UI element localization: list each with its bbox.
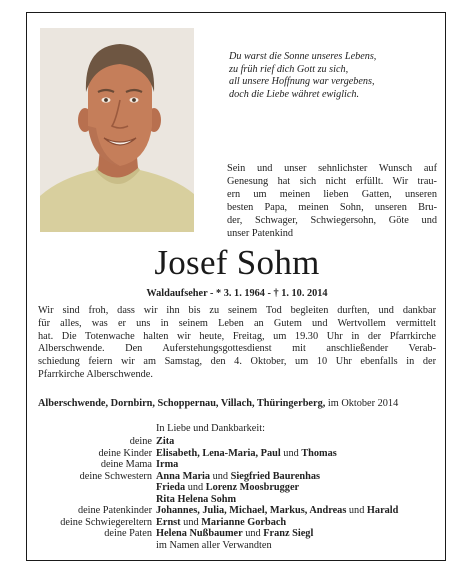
occupation-and-dates: Waldaufseher - * 3. 1. 1964 - † 1. 10. 2014 xyxy=(146,288,328,299)
mourner-names xyxy=(156,448,337,460)
mourner-row xyxy=(30,459,450,471)
mourner-row xyxy=(30,540,450,552)
wish-text xyxy=(227,163,437,240)
mourner-name: und xyxy=(242,528,264,540)
wish-line: der, Schwager, Schwiegersohn, Göte und xyxy=(227,214,437,226)
relation-label: deine Schwestern xyxy=(79,470,152,482)
mourner-row xyxy=(30,436,450,448)
mourner-name: Marianne Gorbach xyxy=(201,516,287,528)
main-line: schiedung feiern wir am Samstag, den 4. Oktober, um 10 Uhr ebenfalls in der xyxy=(38,356,436,368)
relation-label xyxy=(30,482,156,494)
mourner-names xyxy=(156,471,320,483)
mourner-name: und xyxy=(346,505,367,517)
relation-label: deine Kinder xyxy=(98,447,152,459)
relation-label: deine Mama xyxy=(100,459,152,471)
poem-line: doch die Liebe währet ewiglich. xyxy=(229,89,360,101)
relation-label: deine xyxy=(129,436,152,447)
relation-label: deine Patenkinder xyxy=(77,505,152,517)
places: Alberschwende, Dornbirn, Schoppernau, Villach, Thüringerberg, xyxy=(38,398,326,409)
mourner-name: und xyxy=(280,447,302,459)
mourner-row xyxy=(30,471,450,483)
mourner-names xyxy=(156,482,299,494)
mourner-name: Helena Nußbaumer xyxy=(156,528,243,540)
relation-label: deine Schwiegereltern xyxy=(60,516,152,528)
wish-line: ern um meinen lieben Gatten, unseren xyxy=(227,188,437,200)
mourner-name: Thomas xyxy=(301,447,337,459)
mourner-names xyxy=(156,459,178,471)
mourner-name: Rita Helena Sohm xyxy=(156,493,237,505)
mourner-name: Johannes, Julia, Michael, Markus, Andreas xyxy=(156,505,347,517)
mourner-row xyxy=(30,528,450,540)
main-line: Wir sind froh, dass wir ihn bis zu seinem Tod begleiten durften, und dankbar xyxy=(38,305,436,316)
mourner-row xyxy=(30,494,450,506)
mourner-names xyxy=(156,505,398,517)
portrait-photo xyxy=(40,28,194,232)
mourner-name: Ernst xyxy=(156,516,181,528)
main-line: für alles, was er uns in seinem Leben an Gutem und Wertvollem vermittelt xyxy=(38,317,436,329)
main-line: Pfarrkirche Alberschwende. xyxy=(38,368,153,380)
mourner-row xyxy=(30,505,450,517)
main-text xyxy=(38,305,436,382)
mourner-name: Frieda xyxy=(156,482,186,494)
relation-label: deine Paten xyxy=(104,528,152,540)
mourner-name: Anna Maria xyxy=(156,470,211,482)
poem xyxy=(229,51,429,102)
mourner-name: Zita xyxy=(156,436,175,447)
mourner-row xyxy=(30,517,450,529)
mourners-list xyxy=(30,436,450,551)
mourner-row xyxy=(30,482,450,494)
mourner-name: im Namen aller Verwandten xyxy=(156,539,272,551)
deceased-name: Josef Sohm xyxy=(154,243,320,282)
relation-label xyxy=(30,494,156,506)
mourner-names xyxy=(156,528,313,540)
mourner-names xyxy=(156,517,286,529)
mourner-name: Harald xyxy=(366,505,399,517)
main-line: hat. Die Totenwache halten wir heute, Freitag, um 19.30 Uhr in der Pfarrkirche xyxy=(38,330,436,342)
poem-line: zu früh rief dich Gott zu sich, xyxy=(229,63,349,75)
mourner-name: Elisabeth, Lena-Maria, Paul xyxy=(156,447,281,459)
wish-line: besten Papa, meinen Sohn, unseren Bru- xyxy=(227,201,437,213)
places-and-date xyxy=(38,398,438,409)
mourner-name: Lorenz Moosbrugger xyxy=(205,482,300,494)
mourner-name: und xyxy=(185,482,206,494)
poem-line: Du warst die Sonne unseres Lebens, xyxy=(229,51,377,62)
mourners-intro: In Liebe und Dankbarkeit: xyxy=(156,423,265,434)
date-line: im Oktober 2014 xyxy=(325,398,399,409)
mourner-name: Siegfried Baurenhas xyxy=(230,470,320,482)
wish-line: Genesung hat sich nicht erfüllt. Wir trau- xyxy=(227,175,437,187)
mourner-name: und xyxy=(180,516,202,528)
mourner-name: und xyxy=(210,470,231,482)
relation-label xyxy=(30,540,156,552)
mourner-names xyxy=(156,494,236,506)
wish-line: unser Patenkind xyxy=(227,227,294,239)
main-line: Alberschwende. Den Auferstehungsgottesdienst mit anschließender Verab- xyxy=(38,343,436,355)
poem-line: all unsere Hoffnung war vergebens, xyxy=(229,76,375,88)
mourner-name: Franz Siegl xyxy=(263,528,314,540)
mourner-row xyxy=(30,448,450,460)
wish-line: Sein und unser sehnlichster Wunsch auf xyxy=(227,163,437,174)
mourner-names xyxy=(156,540,272,552)
mourner-names xyxy=(156,436,174,448)
mourner-name: Irma xyxy=(156,459,179,471)
